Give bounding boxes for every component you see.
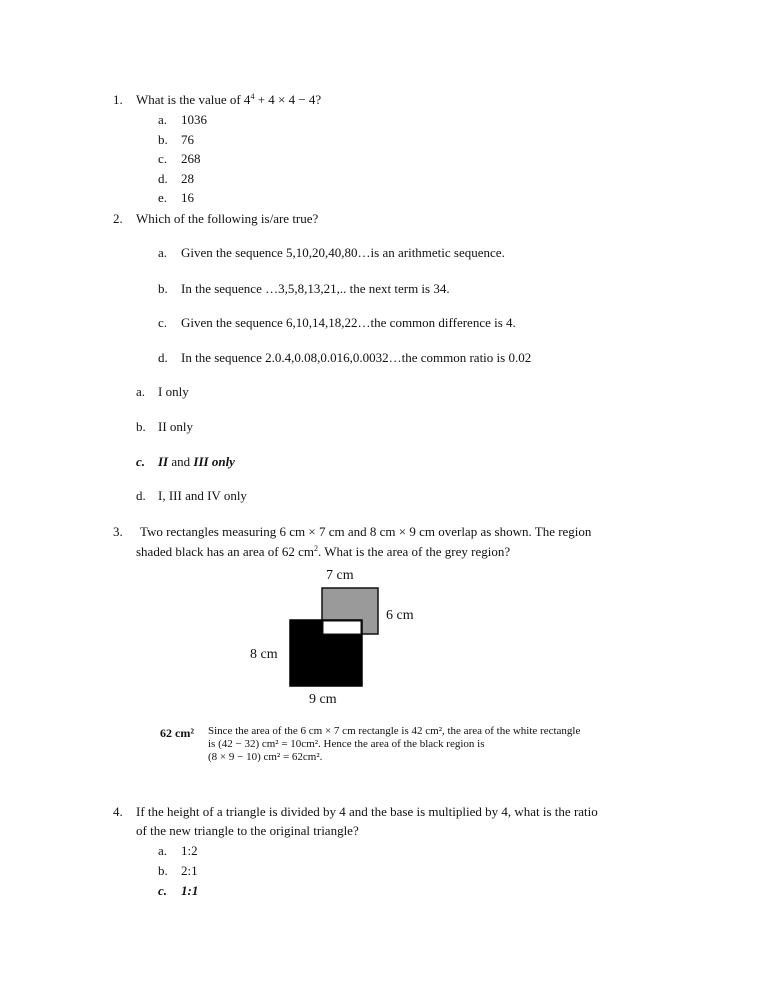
q2-number: 2. [113, 211, 123, 226]
q3-line2-post: . What is the area of the grey region? [317, 544, 511, 559]
q2-statement-d-letter: d. [158, 350, 168, 365]
q1-text-pre: What is the value of 4 [136, 92, 251, 107]
white-overlap-rectangle [323, 621, 361, 634]
q1-option-a-letter: a. [158, 112, 168, 127]
q3-line2-pre: shaded black has an area of 62 cm [136, 544, 314, 559]
q2-question: Which of the following is/are true? [136, 211, 319, 226]
q3-number: 3. [113, 524, 123, 539]
label-8cm: 8 cm [250, 647, 278, 662]
q2-choice-c-part1: II [158, 454, 169, 469]
q2-choice-b: II only [158, 419, 194, 434]
q3-line2-sup: 2 [313, 544, 318, 553]
q4-option-a-letter: a. [158, 843, 168, 858]
q2-statement-c-letter: c. [158, 315, 168, 330]
overlap-figure [240, 566, 430, 712]
q2-statement-d: In the sequence 2.0.4,0.08,0.016,0.0032…the common ratio is 0.02 [181, 350, 532, 365]
q2-statement-c: Given the sequence 6,10,14,18,22…the common difference is 4. [181, 315, 516, 330]
q2-choice-c-part2: and [168, 454, 194, 469]
q1-option-a: 1036 [181, 112, 207, 127]
q1-option-d-letter: d. [158, 171, 168, 186]
q1-text-post: + 4 × 4 − 4? [254, 92, 322, 107]
q3-line1: Two rectangles measuring 6 cm × 7 cm and 8 cm × 9 cm overlap as shown. The region [140, 524, 592, 539]
q4-number: 4. [113, 804, 123, 819]
q3-solution-answer: 62 cm² [160, 726, 194, 740]
q1-option-c-letter: c. [158, 151, 168, 166]
label-6cm: 6 cm [386, 608, 414, 623]
q1-number: 1. [113, 92, 123, 107]
q2-choice-a: I only [158, 384, 189, 399]
q2-statement-b: In the sequence …3,5,8,13,21,.. the next term is 34. [181, 281, 450, 296]
q1-option-b-letter: b. [158, 132, 168, 147]
q2-choice-d: I, III and IV only [158, 488, 247, 503]
q2-choice-c-letter: c. [136, 454, 146, 469]
q2-choice-a-letter: a. [136, 384, 146, 399]
q1-option-c: 268 [181, 151, 201, 166]
q2-choice-c-part3: III only [193, 454, 235, 469]
q1-option-b: 76 [181, 132, 194, 147]
q1-question [136, 92, 321, 108]
q2-statement-b-letter: b. [158, 281, 168, 296]
q2-choice-d-letter: d. [136, 488, 146, 503]
q1-exponent: 4 [250, 92, 255, 101]
q4-option-c-letter: c. [158, 883, 168, 898]
q2-choice-c [158, 454, 235, 470]
q4-line1: If the height of a triangle is divided by 4 and the base is multiplied by 4, what is the ratio [136, 804, 598, 819]
q4-option-b: 2:1 [181, 863, 198, 878]
q2-statement-a-letter: a. [158, 245, 168, 260]
q1-option-e-letter: e. [158, 190, 168, 205]
label-7cm: 7 cm [326, 568, 354, 583]
q3-solution-line3: (8 × 9 − 10) cm² = 62cm². [208, 751, 323, 763]
q3-solution-line1: Since the area of the 6 cm × 7 cm rectangle is 42 cm², the area of the white rectangle [208, 725, 581, 737]
q3-solution-line2: is (42 − 32) cm² = 10cm². Hence the area of the black region is [208, 738, 485, 750]
q4-line2: of the new triangle to the original triangle? [136, 823, 359, 838]
q4-option-a: 1:2 [181, 843, 198, 858]
q1-option-e: 16 [181, 190, 194, 205]
q2-choice-b-letter: b. [136, 419, 146, 434]
overlap-diagram [240, 566, 430, 712]
q1-option-d: 28 [181, 171, 194, 186]
q3-line2 [136, 544, 510, 560]
q4-option-c: 1:1 [181, 883, 199, 898]
label-9cm: 9 cm [309, 692, 337, 707]
q4-option-b-letter: b. [158, 863, 168, 878]
q2-statement-a: Given the sequence 5,10,20,40,80…is an arithmetic sequence. [181, 245, 505, 260]
